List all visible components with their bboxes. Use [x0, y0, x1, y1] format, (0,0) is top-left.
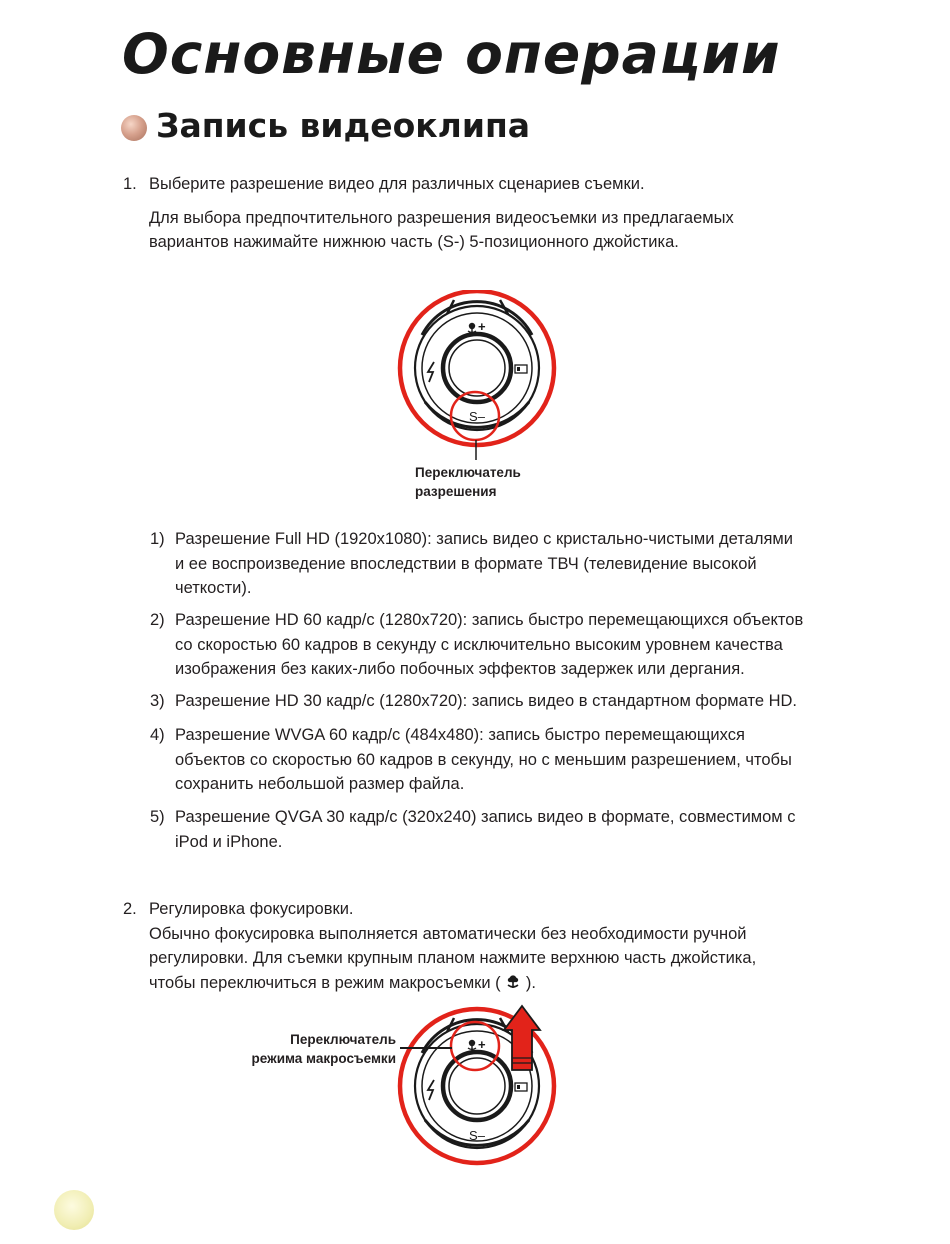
list-item-line: Разрешение Full HD (1920x1080): запись видео с кристально-чистыми деталями	[175, 530, 793, 548]
list-item-line: сохранить небольшой размер файла.	[175, 775, 465, 793]
macro-switch-caption	[200, 1030, 396, 1068]
step-2-text-before-icon: чтобы переключиться в режим макросъемки (	[149, 973, 501, 992]
list-item-line: изображения без каких-либо побочных эффектов задержек или дергания.	[175, 660, 745, 678]
caption-line: режима макросъемки	[251, 1051, 396, 1066]
joystick-bottom-label: S–	[469, 409, 485, 424]
macro-flower-icon	[468, 323, 476, 334]
macro-flower-icon	[505, 974, 521, 990]
step-2-heading: Регулировка фокусировки.	[149, 900, 354, 918]
joystick-bottom-label: S–	[469, 1128, 485, 1143]
step-2-paragraph-line	[149, 971, 883, 996]
list-item	[150, 608, 880, 682]
display-icon	[515, 1083, 527, 1091]
step-1	[123, 172, 883, 255]
list-item-number: 1)	[150, 530, 165, 548]
list-item-line: и ее воспроизведение впоследствии в формате ТВЧ (телевидение высокой	[175, 554, 757, 573]
caption-line: Переключатель	[415, 465, 521, 480]
step-2-paragraph-line: регулировки. Для съемки крупным планом нажмите верхнюю часть джойстика,	[149, 949, 757, 967]
step-1-number: 1.	[123, 175, 137, 193]
list-item-number: 4)	[150, 726, 165, 744]
list-item-number: 2)	[150, 611, 165, 629]
list-item-line: Разрешение HD 30 кадр/с (1280x720): запись видео в стандартном формате HD.	[175, 692, 798, 710]
joystick-diagram-resolution	[392, 290, 562, 460]
list-item-line: iPod и iPhone.	[175, 832, 283, 851]
section-title: Запись видеоклипа	[156, 106, 531, 145]
list-item-line: объектов со скоростью 60 кадров в секунду, но с меньшим разрешением, чтобы	[175, 750, 792, 769]
section-bullet-icon	[121, 115, 147, 141]
step-2-paragraph	[149, 922, 883, 996]
step-2	[123, 897, 883, 995]
page-number-circle	[54, 1190, 94, 1230]
list-item-line: Разрешение QVGA 30 кадр/с (320x240) запись видео в формате, совместимом с	[175, 808, 796, 826]
step-2-text-after-icon: ).	[525, 973, 536, 992]
display-icon	[515, 365, 527, 373]
flash-icon	[428, 362, 434, 382]
caption-line: Переключатель	[290, 1032, 396, 1047]
page-title: Основные операции	[122, 22, 781, 86]
highlight-circle-macro	[451, 1022, 499, 1070]
step-2-number: 2.	[123, 900, 137, 918]
joystick-top-label: +	[478, 1037, 486, 1052]
joystick-diagram-macro	[392, 1002, 562, 1177]
step-2-paragraph-line: Обычно фокусировка выполняется автоматически без необходимости ручной	[149, 924, 747, 943]
step-1-heading: Выберите разрешение видео для различных сценариев съемки.	[149, 175, 645, 193]
list-item-line: Разрешение HD 60 кадр/с (1280x720): запись быстро перемещающихся объектов	[175, 611, 804, 629]
step-1-paragraph	[149, 206, 883, 255]
step-1-paragraph-line: Для выбора предпочтительного разрешения видеосъемки из предлагаемых	[149, 208, 734, 227]
list-item	[150, 805, 880, 854]
list-item-line: со скоростью 60 кадров в секунду с исключительно высоким уровнем качества	[175, 635, 783, 654]
list-item-number: 3)	[150, 692, 165, 710]
macro-flower-icon	[468, 1040, 476, 1051]
step-1-paragraph-line: вариантов нажимайте нижнюю часть (S-) 5-позиционного джойстика.	[149, 233, 679, 251]
joystick-top-label: +	[478, 319, 486, 334]
resolution-switch-caption	[415, 463, 521, 501]
list-item	[150, 723, 880, 797]
list-item-line: Разрешение WVGA 60 кадр/с (484x480): запись быстро перемещающихся	[175, 726, 745, 744]
list-item	[150, 527, 880, 601]
caption-line: разрешения	[415, 484, 497, 499]
list-item-line: четкости).	[175, 579, 252, 597]
list-item	[150, 689, 880, 714]
flash-icon	[428, 1080, 434, 1100]
list-item-number: 5)	[150, 808, 165, 826]
caption-leader-line	[400, 1047, 452, 1049]
